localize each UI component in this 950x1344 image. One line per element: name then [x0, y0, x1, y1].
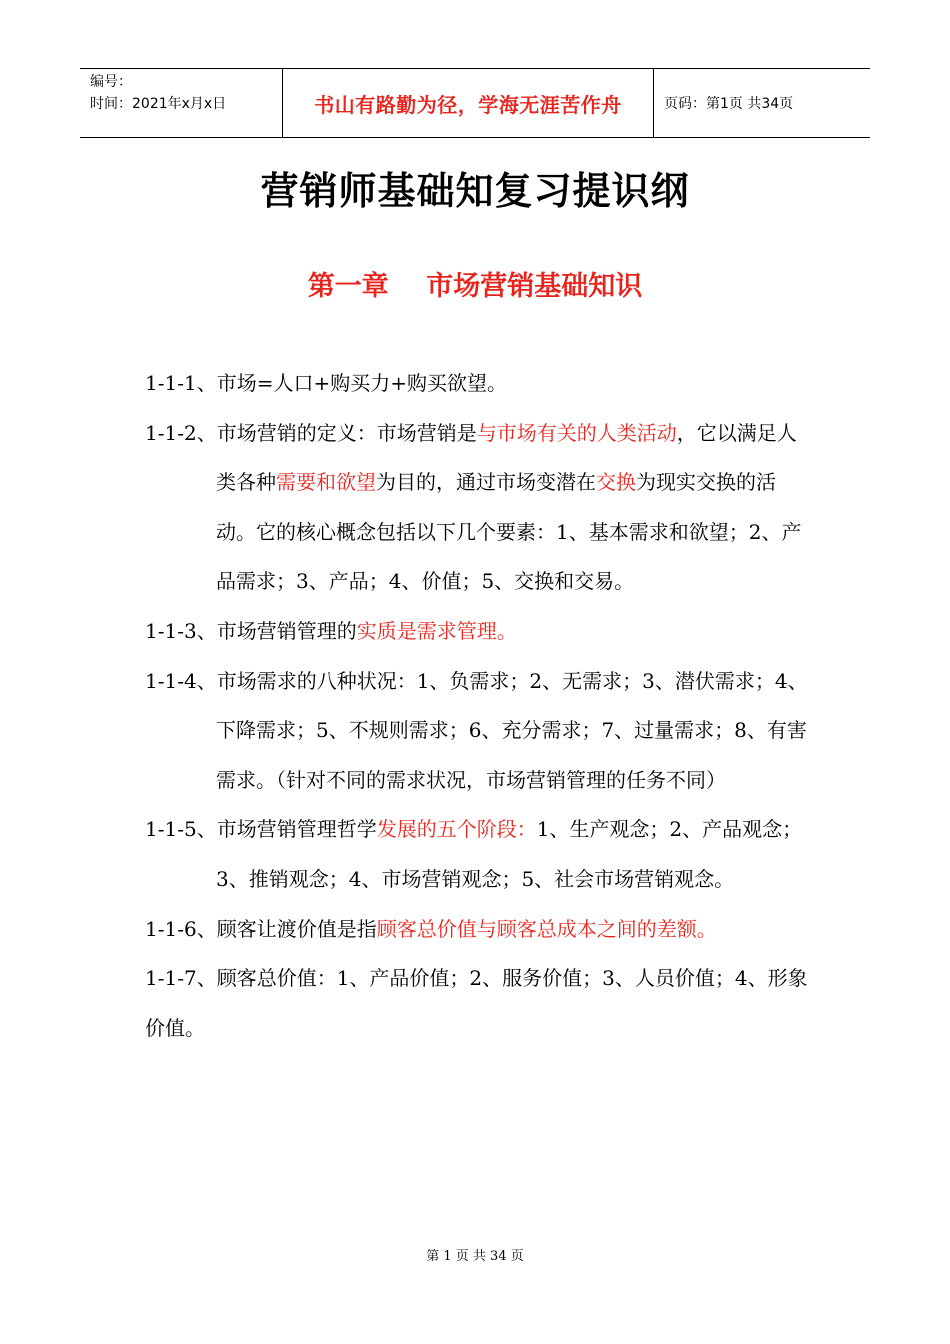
highlighted-text: 实质是需求管理。 — [356, 618, 517, 643]
item-text: 1-1-3、市场营销管理的 — [145, 618, 357, 643]
item-text: ，它以满足人类各种 — [216, 420, 797, 495]
item-text: 为现实交换的活动。它的核心概念包括以下几个要素：1、基本需求和欲望；2、产品需求；3、产品；4、价值；5、交换和交易。 — [216, 470, 802, 594]
item-text: 1-1-4、市场需求的八种状况：1、负需求；2、无需求；3、潜伏需求；4、下降需求；5、不规则需求；6、充分需求；7、过量需求；8、有害需求。（针对不同的需求状况，市场营销管理的任务不同） — [145, 668, 808, 792]
item-text: 1-1-5、市场营销管理哲学 — [145, 817, 377, 842]
outline-item — [145, 805, 810, 904]
document-time-label: 时间：2021年x月x日 — [90, 96, 227, 112]
header-page-cell — [654, 69, 870, 137]
highlighted-text: 交换 — [596, 470, 636, 495]
outline-item — [145, 607, 810, 657]
document-body — [145, 359, 810, 1053]
outline-item — [145, 954, 810, 1053]
highlighted-text: 与市场有关的人类活动 — [476, 420, 677, 445]
item-text: 为目的，通过市场变潜在 — [376, 470, 596, 495]
header-left-cell — [80, 69, 282, 137]
item-text: 1-1-1、市场=人口+购买力+购买欲望。 — [145, 371, 507, 395]
header-page-number: 页码：第1页 共34页 — [664, 96, 794, 112]
item-text: 1-1-7、顾客总价值：1、产品价值；2、服务价值；3、人员价值；4、形象价值。 — [145, 966, 808, 1040]
highlighted-text: 顾客总价值与顾客总成本之间的差额。 — [376, 916, 717, 941]
outline-item — [145, 409, 810, 607]
document-title: 营销师基础知复习提识纲 — [260, 168, 690, 213]
outline-item — [145, 905, 810, 955]
highlighted-text: 需要和欲望 — [276, 470, 376, 495]
chapter-title: 第一章 市场营销基础知识 — [307, 271, 643, 302]
page-footer: 第 1 页 共 34 页 — [426, 1249, 524, 1264]
header-motto-cell — [282, 69, 654, 137]
highlighted-text: 发展的五个阶段： — [376, 817, 537, 842]
outline-item — [145, 657, 810, 806]
document-number-label: 编号： — [90, 74, 132, 90]
item-text: 1-1-6、顾客让渡价值是指 — [145, 916, 377, 941]
item-text: 1-1-2、市场营销的定义：市场营销是 — [145, 420, 477, 445]
item-text: 1、生产观念；2、产品观念；3、推销观念；4、市场营销观念；5、社会市场营销观念。 — [216, 817, 803, 891]
outline-item — [145, 359, 810, 409]
page-header — [80, 68, 870, 138]
header-motto: 书山有路勤为径，学海无涯苦作舟 — [314, 92, 622, 117]
